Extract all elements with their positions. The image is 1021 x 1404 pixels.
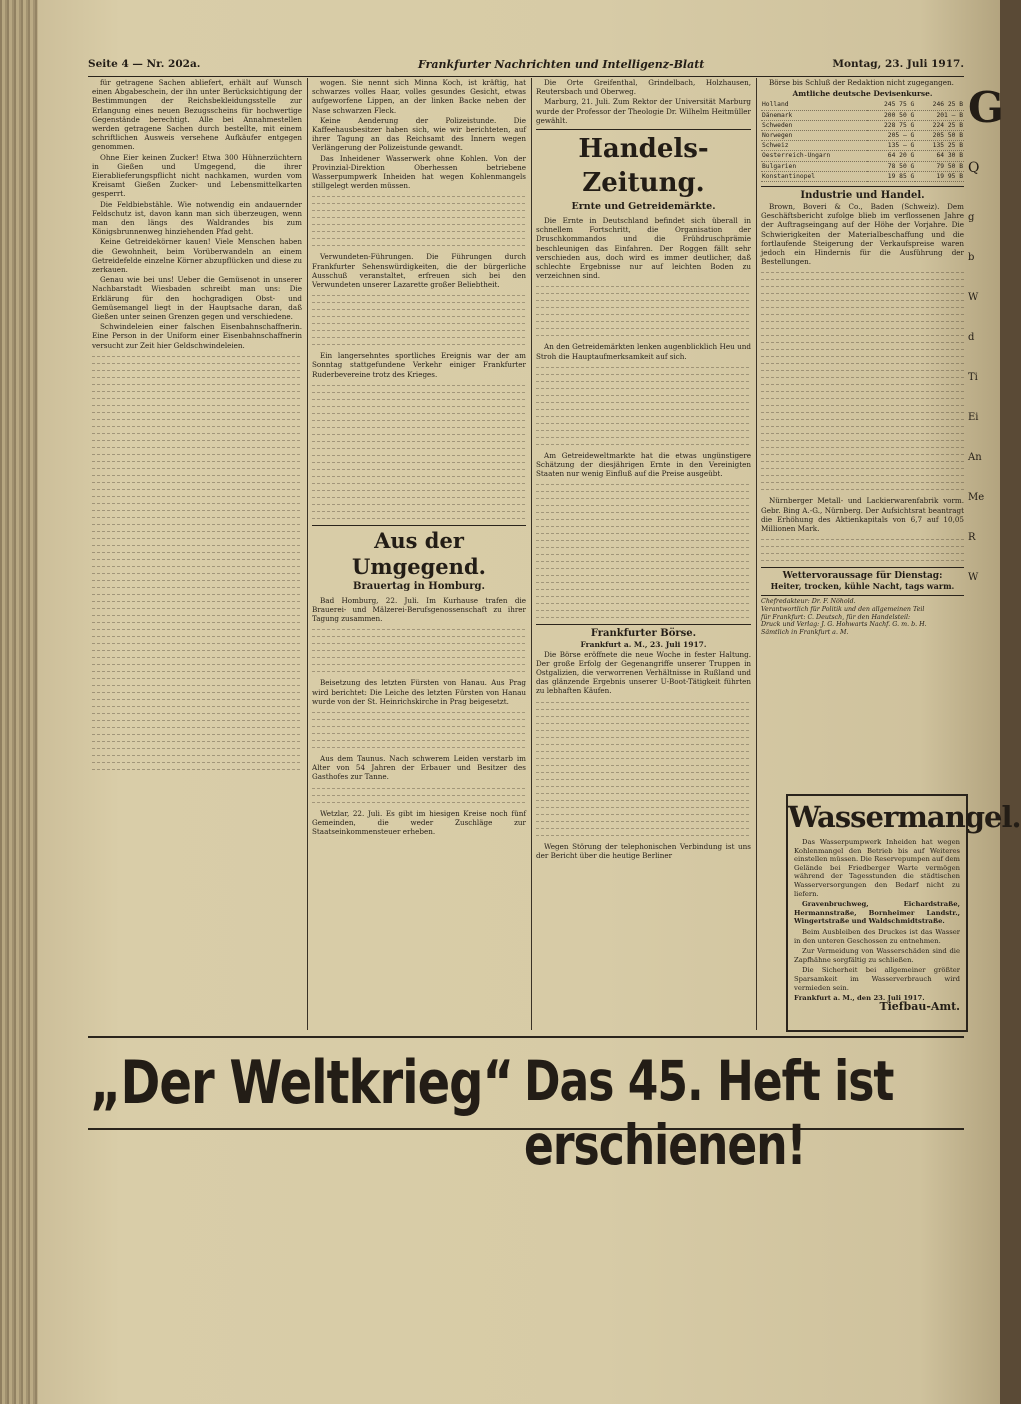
article-paragraph: Schwindeleien einer falschen Eisenbahnschaffnerin. Eine Person in der Uniform einer Eisenbahnschaffnerin versucht zur Zeit hier Geldschwindeleien.	[92, 322, 302, 350]
page-number: Seite 4 — Nr. 202a.	[88, 58, 201, 70]
adjacent-page-strip: G Q g b W d Ti Ei An Me R W	[968, 83, 1004, 583]
boerse-date: Frankfurt a. M., 23. Juli 1917.	[580, 640, 707, 650]
article-paragraph: Am Getreideweltmarkte hat die etwas ungünstigere Schätzung der diesjährigen Ernte in den Vereinigten Staaten nur wenig Einfluß auf die Preise ausgeübt.	[536, 450, 751, 479]
devisen-rate: 205 — G	[867, 131, 916, 141]
banner-subtitle: Das 45. Heft ist erschienen!	[524, 1050, 894, 1178]
article-paragraph: wogen. Sie nennt sich Minna Koch, ist kräftig, hat schwarzes volles Haar, volles gesundes Gesicht, etwas aufgeworfene Lippen, an der linken Backe neben der Nase schwarzen Fleck.	[312, 78, 526, 115]
devisen-row	[761, 171, 964, 181]
imprint: Chefredakteur: Dr. F. Nöhold. Verantwortlich für Politik und den allgemeinen Teil für Frankfurt: C. Deutsch, für den Handelsteil: Druck und Verlag: J. G. Hohwarts Nachf. G. m. b. H. Sämtlich in Frankfurt a. M.	[761, 598, 927, 636]
notice-text: Beim Ausbleiben des Druckes ist das Wasser in den unteren Geschossen zu entnehmen.	[794, 927, 960, 945]
article-paragraph: Die Ernte in Deutschland befindet sich überall in schnellem Fortschritt, die Organisation der Druschkommandos und die Frühdruschprämie beschleunigen das Einfahren. Der Roggen fällt sehr verschieden aus, doch wird es immer deutlicher, daß schlechte Ergebnisse nur auf leichten Boden zu verzeichnen sind.	[536, 216, 751, 281]
devisen-rate: 19 95 B	[915, 171, 964, 181]
section-title-handels-zeitung: Handels-Zeitung.	[578, 134, 709, 199]
devisen-rate: 200 50 G	[867, 110, 916, 120]
devisen-row	[761, 131, 964, 141]
devisen-row	[761, 110, 964, 120]
weltkrieg-banner	[88, 1036, 964, 1178]
article-paragraph: Bad Homburg, 22. Juli. Im Kurhause trafen die Brauerei- und Mälzerei-Berufsgenossenschaft zu ihrer Tagung zusammen.	[312, 595, 526, 624]
devisen-rate: 224 25 B	[915, 120, 964, 130]
article-paragraph: Das Inheidener Wasserwerk ohne Kohlen. Von der Provinzial-Direktion Oberhessen betriebene Wasserpumpwerk Inheiden hat wegen Kohlenmangels stillgelegt werden müssen.	[312, 153, 526, 191]
devisen-rate: 205 50 B	[915, 131, 964, 141]
subsection-title-ernte: Ernte und Getreidemärkte.	[571, 201, 716, 213]
devisen-rate: 79 50 B	[915, 161, 964, 171]
notice-text: Zur Vermeidung von Wasserschäden sind die Zapfhähne sorgfältig zu schließen.	[794, 947, 960, 964]
devisen-rate: 64 20 G	[867, 151, 916, 161]
column-4	[761, 78, 964, 790]
banner-title: „Der Weltkrieg“	[90, 1048, 514, 1118]
devisen-rate: 78 50 G	[867, 161, 916, 171]
devisen-country: Dänemark	[761, 110, 867, 120]
subsection-title-boerse: Frankfurter Börse.	[590, 628, 697, 640]
article-paragraph: Keine Getreidekörner kauen! Viele Menschen haben die Gewohnheit, beim Vorüberwandeln an einem Getreidefelde einzelne Körner abzupflücken und diese zu zerkauen.	[92, 237, 302, 275]
page-header	[88, 58, 964, 77]
page-binding-edge	[0, 0, 38, 1404]
section-title-umgegend: Aus der Umgegend.	[352, 527, 486, 579]
article-paragraph: Wetzlar, 22. Juli. Es gibt im hiesigen Kreise noch fünf Gemeinden, die weder Zuschläge zur Staatseinkommensteuer erheben.	[312, 808, 526, 837]
weather-title: Wettervoraussage für Dienstag:	[782, 571, 943, 582]
devisen-rate: 135 25 B	[915, 141, 964, 151]
article-paragraph: Nürnberger Metall- und Lackierwarenfabrik vorm. Gebr. Bing A.-G., Nürnberg. Der Aufsichtsrat beantragt die Erhöhung des Aktienkapitals von 6,7 auf 10,05 Millionen Mark.	[761, 496, 964, 534]
article-paragraph: Die Orte Greifenthal, Grindelbach, Holzhausen, Reutersbach und Oberweg.	[536, 78, 751, 97]
issue-date: Montag, 23. Juli 1917.	[832, 58, 964, 70]
notice-date: Frankfurt a. M., den 23. Juli 1917.	[794, 994, 925, 1003]
column-2	[312, 78, 526, 1028]
devisen-rate: 135 — G	[867, 141, 916, 151]
devisen-country: Schweiz	[761, 141, 867, 151]
article-paragraph: Wegen Störung der telephonischen Verbindung ist uns der Bericht über die heutige Berliner	[536, 841, 751, 860]
article-paragraph: Ohne Eier keinen Zucker! Etwa 300 Hühnerzüchtern in Gießen und Umgegend, die ihrer Eierablieferungspflicht nicht nachkamen, wurden vom Kreisamt Gießen Zucker- und Lebensmittelkarten gesperrt.	[92, 152, 302, 199]
article-paragraph: Ein langersehntes sportliches Ereignis war der am Sonntag stattgefundene Verkehr einiger Frankfurter Ruderbevereine trotz des Krieges.	[312, 351, 526, 379]
subsection-title-industrie: Industrie und Handel.	[800, 190, 925, 202]
article-paragraph: Die Feldbiebstähle. Wie notwendig ein andauernder Feldschutz ist, davon kann man sich überzeugen, wenn man den längs des Waldrandes bis zum Königsbrunnenweg hinziehenden Pfad geht.	[92, 199, 302, 237]
article-paragraph: Verwundeten-Führungen. Die Führungen durch Frankfurter Sehenswürdigkeiten, die der bürgerliche Ausschuß veranstaltet, erfreuen sich bei den Verwundeten unserer Lazarette großer Beliebtheit.	[312, 252, 526, 290]
article-paragraph: Beisetzung des letzten Fürsten von Hanau. Aus Prag wird berichtet: Die Leiche des letzten Fürsten von Hanau wurde von der St. Heinrichskirche in Prag beigesetzt.	[312, 678, 526, 706]
article-paragraph: Börse bis Schluß der Redaktion nicht zugegangen.	[769, 78, 954, 87]
devisen-country: Oesterreich-Ungarn	[761, 151, 867, 161]
devisen-country: Schweden	[761, 120, 867, 130]
newspaper-masthead: Frankfurter Nachrichten und Intelligenz-Blatt	[418, 58, 705, 71]
weather-forecast: Heiter, trocken, kühle Nacht, tags warm.	[770, 581, 955, 592]
devisen-row	[761, 151, 964, 161]
article-paragraph: Genau wie bei uns! Ueber die Gemüsenot in unserer Nachbarstadt Wiesbaden schreibt man uns: Die Erklärung für den hochgradigen Obst- und Gemüsemangel liegt in der Hauptsache daran, daß Gießen unter seinen Grenzen gegen und verschiedene.	[92, 275, 302, 322]
devisen-rate: 201 — B	[915, 110, 964, 120]
devisen-country: Norwegen	[761, 131, 867, 141]
column-rule	[756, 78, 757, 1030]
devisen-rate: 228 75 G	[867, 120, 916, 130]
devisen-row	[761, 100, 964, 110]
devisen-rate: 19 85 G	[867, 171, 916, 181]
article-paragraph: für getragene Sachen abliefert, erhält auf Wunsch einen Abgabeschein, der ihn unter Berücksichtigung der Bestimmungen der Reichsbekleidungsstelle zur Erlangung eines neuen Bezugsscheins für hochwertige Gegenstände berechtigt. Alle bei Annahmestellen werden getragene Sachen durch bestellte, mit einem schriftlichen Ausweis versehene Aufkäufer entgegen genommen.	[92, 78, 302, 152]
column-3	[536, 78, 751, 1028]
devisen-row	[761, 120, 964, 130]
column-rule	[531, 78, 532, 1030]
subsection-title-brauertag: Brauertag in Homburg.	[353, 580, 485, 592]
wassermangel-notice	[786, 794, 1021, 1032]
devisen-country: Konstantinopel	[761, 171, 867, 181]
devisen-rate: 64 30 B	[915, 151, 964, 161]
devisen-country: Holland	[761, 100, 867, 110]
article-paragraph: Brown, Boveri & Co., Baden (Schweiz). Dem Geschäftsbericht zufolge blieb im verflossenen Jahre der Auftragseingang auf der Höhe der Vorjahre. Die Schwierigkeiten der Materialbeschaffung und die fortlaufende Steigerung der Verkaufspreise waren jedoch ein Hindernis für die Ausführung der Bestellungen.	[761, 202, 964, 267]
article-paragraph: Keine Aenderung der Polizeistunde. Die Kaffeehausbesitzer haben sich, wie wir berichteten, auf ihrer Tagung an das Reichsamt des Innern wegen Verlängerung der Polizeistunde gewandt.	[312, 115, 526, 153]
devisen-row	[761, 141, 964, 151]
article-paragraph: Die Börse eröffnete die neue Woche in fester Haltung. Der große Erfolg der Gegenangriffe unserer Truppen in Ostgalizien, die verworrenen Verhältnisse in Rußland und das glänzende Ergebnis unserer U-Boot-Tätigkeit führten zu lebhaften Käufen.	[536, 649, 751, 696]
notice-streets: Gravenbruchweg, Eichardstraße, Hermannstraße, Bornheimer Landstr., Wingertstraße und Waldschmidtstraße.	[794, 900, 960, 926]
notice-signature: Tiefbau-Amt.	[879, 999, 960, 1013]
page-lower-margin	[88, 1128, 964, 1388]
column-1	[92, 78, 302, 1028]
devisen-table	[761, 100, 964, 182]
notice-text: Das Wasserpumpwerk Inheiden hat wegen Kohlenmangel den Betrieb bis auf Weiteres einstellen müssen. Die Reservepumpen auf dem Gelände bei Friedberger Warte vermögen während der Tagesstunden die städtischen Wasserversorgungen den Bedarf nicht zu liefern.	[794, 838, 960, 898]
devisen-country: Bulgarien	[761, 161, 867, 171]
devisen-rate: 246 25 B	[915, 100, 964, 110]
article-paragraph: An den Getreidemärkten lenken augenblicklich Heu und Stroh die Hauptaufmerksamkeit auf sich.	[536, 342, 751, 361]
article-paragraph: Aus dem Taunus. Nach schwerem Leiden verstarb im Alter von 54 Jahren der Erbauer und Besitzer des Gasthofes zur Tanne.	[312, 754, 526, 782]
devisen-row	[761, 161, 964, 171]
notice-title: Wassermangel.	[788, 800, 1021, 834]
article-paragraph: Marburg, 21. Juli. Zum Rektor der Universität Marburg wurde der Professor der Theologie Dr. Wilhelm Heitmüller gewählt.	[536, 97, 751, 125]
column-rule	[307, 78, 308, 1030]
devisen-table-title: Amtliche deutsche Devisenkurse.	[792, 89, 933, 99]
devisen-rate: 245 75 G	[867, 100, 916, 110]
notice-text: Die Sicherheit bei allgemeiner größter Sparsamkeit im Wasserverbrauch wird vermieden sein.	[794, 966, 960, 992]
